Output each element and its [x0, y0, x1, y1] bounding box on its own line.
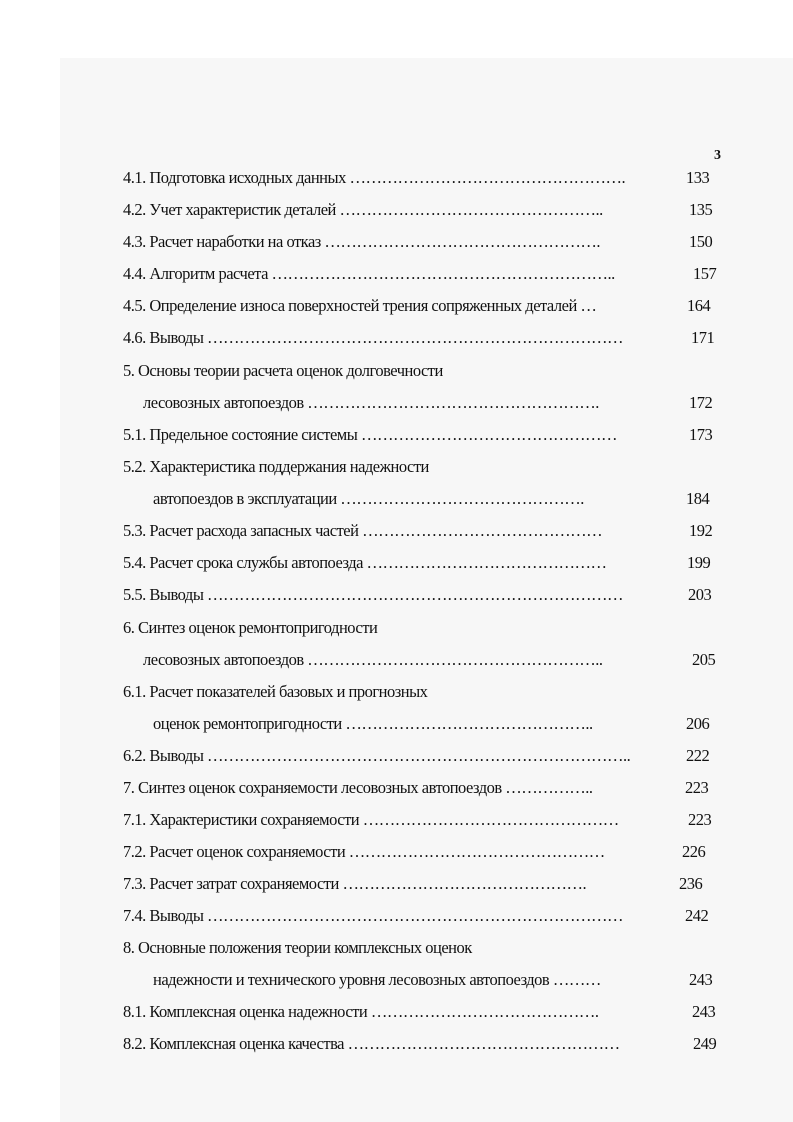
toc-text: 8.2. Комплексная оценка качества …………………………………………… [123, 1034, 620, 1053]
toc-text: 4.5. Определение износа поверхностей трения сопряженных деталей … [123, 296, 597, 315]
page-number: 3 [714, 148, 721, 163]
toc-page: 249 [693, 1034, 717, 1053]
toc-page: 206 [686, 714, 710, 733]
toc-entry-8-cont [153, 970, 713, 990]
toc-text: 6.1. Расчет показателей базовых и прогнозных [123, 682, 428, 701]
toc-text: 5.5. Выводы …………………………………………………………………… [123, 585, 624, 604]
toc-page: 192 [689, 521, 713, 540]
toc-text: 8. Основные положения теории комплексных оценок [123, 938, 472, 957]
toc-page: 173 [689, 425, 713, 444]
toc-text: 4.4. Алгоритм расчета ……………………………………………………….. [123, 264, 615, 283]
toc-text: 4.1. Подготовка исходных данных ……………………………………………. [123, 168, 626, 187]
toc-page: 135 [689, 200, 713, 219]
toc-page: 205 [692, 650, 716, 669]
toc-page: 164 [687, 296, 711, 315]
toc-text: 6. Синтез оценок ремонтопригодности [123, 618, 378, 637]
toc-text: 4.3. Расчет наработки на отказ ……………………………………………. [123, 232, 601, 251]
toc-page: 157 [693, 264, 717, 283]
toc-entry-5-2-cont [153, 489, 710, 509]
toc-page: 184 [686, 489, 710, 508]
toc-entry-5 [123, 361, 443, 381]
toc-entry-4-3 [123, 232, 713, 252]
toc-text: 5.4. Расчет срока службы автопоезда ……………………………………… [123, 553, 607, 572]
toc-entry-4-2 [123, 200, 713, 220]
toc-entry-6-2 [123, 746, 710, 766]
toc-text: лесовозных автопоездов ………………………………………………. [143, 393, 599, 412]
toc-entry-4-1 [123, 168, 710, 188]
toc-entry-6-1 [123, 682, 427, 702]
toc-entry-4-4 [123, 264, 717, 284]
toc-text: 8.1. Комплексная оценка надежности ……………………………………. [123, 1002, 599, 1021]
toc-page: 171 [691, 328, 715, 347]
toc-text: 5.1. Предельное состояние системы ………………………………………… [123, 425, 617, 444]
toc-text: 6.2. Выводы …………………………………………………………………….. [123, 746, 631, 765]
toc-text: надежности и технического уровня лесовозных автопоездов ……… [153, 970, 601, 989]
toc-entry-5-1 [123, 425, 713, 445]
toc-page: 223 [685, 778, 709, 797]
toc-entry-6-1-cont [153, 714, 710, 734]
toc-entry-7 [123, 778, 709, 798]
toc-page: 150 [689, 232, 713, 251]
toc-entry-5-cont [143, 393, 713, 413]
toc-text: 7.1. Характеристики сохраняемости ………………………………………… [123, 810, 619, 829]
toc-page: 222 [686, 746, 710, 765]
toc-text: 7. Синтез оценок сохраняемости лесовозных автопоездов …………….. [123, 778, 593, 797]
toc-entry-6 [123, 618, 377, 638]
toc-entry-5-4 [123, 553, 711, 573]
toc-text: 7.3. Расчет затрат сохраняемости ………………………………………. [123, 874, 587, 893]
toc-text: лесовозных автопоездов ……………………………………………….. [143, 650, 603, 669]
toc-entry-5-2 [123, 457, 429, 477]
toc-text: автопоездов в эксплуатации ………………………………………. [153, 489, 584, 508]
toc-entry-6-cont [143, 650, 716, 670]
toc-entry-8 [123, 938, 472, 958]
toc-page: 223 [688, 810, 712, 829]
toc-page: 199 [687, 553, 711, 572]
toc-entry-8-2 [123, 1034, 717, 1054]
toc-entry-8-1 [123, 1002, 716, 1022]
toc-entry-7-1 [123, 810, 712, 830]
toc-text: 5.2. Характеристика поддержания надежности [123, 457, 429, 476]
toc-page: 172 [689, 393, 713, 412]
toc-page: 242 [685, 906, 709, 925]
toc-text: 4.6. Выводы …………………………………………………………………… [123, 328, 624, 347]
toc-page: 236 [679, 874, 703, 893]
toc-page: 203 [688, 585, 712, 604]
toc-entry-5-3 [123, 521, 713, 541]
toc-page: 133 [686, 168, 710, 187]
toc-page: 226 [682, 842, 706, 861]
toc-entry-4-5 [123, 296, 711, 316]
toc-entry-7-3 [123, 874, 703, 894]
toc-entry-7-4 [123, 906, 709, 926]
toc-text: 5. Основы теории расчета оценок долговечности [123, 361, 443, 380]
toc-entry-4-6 [123, 328, 715, 348]
toc-entry-7-2 [123, 842, 706, 862]
toc-page: 243 [689, 970, 713, 989]
toc-text: 7.4. Выводы …………………………………………………………………… [123, 906, 624, 925]
toc-text: 7.2. Расчет оценок сохраняемости ………………………………………… [123, 842, 605, 861]
toc-text: 4.2. Учет характеристик деталей ………………………………………….. [123, 200, 603, 219]
toc-page: 243 [692, 1002, 716, 1021]
toc-text: 5.3. Расчет расхода запасных частей ……………………………………… [123, 521, 603, 540]
toc-text: оценок ремонтопригодности ……………………………………….. [153, 714, 593, 733]
toc-entry-5-5 [123, 585, 712, 605]
